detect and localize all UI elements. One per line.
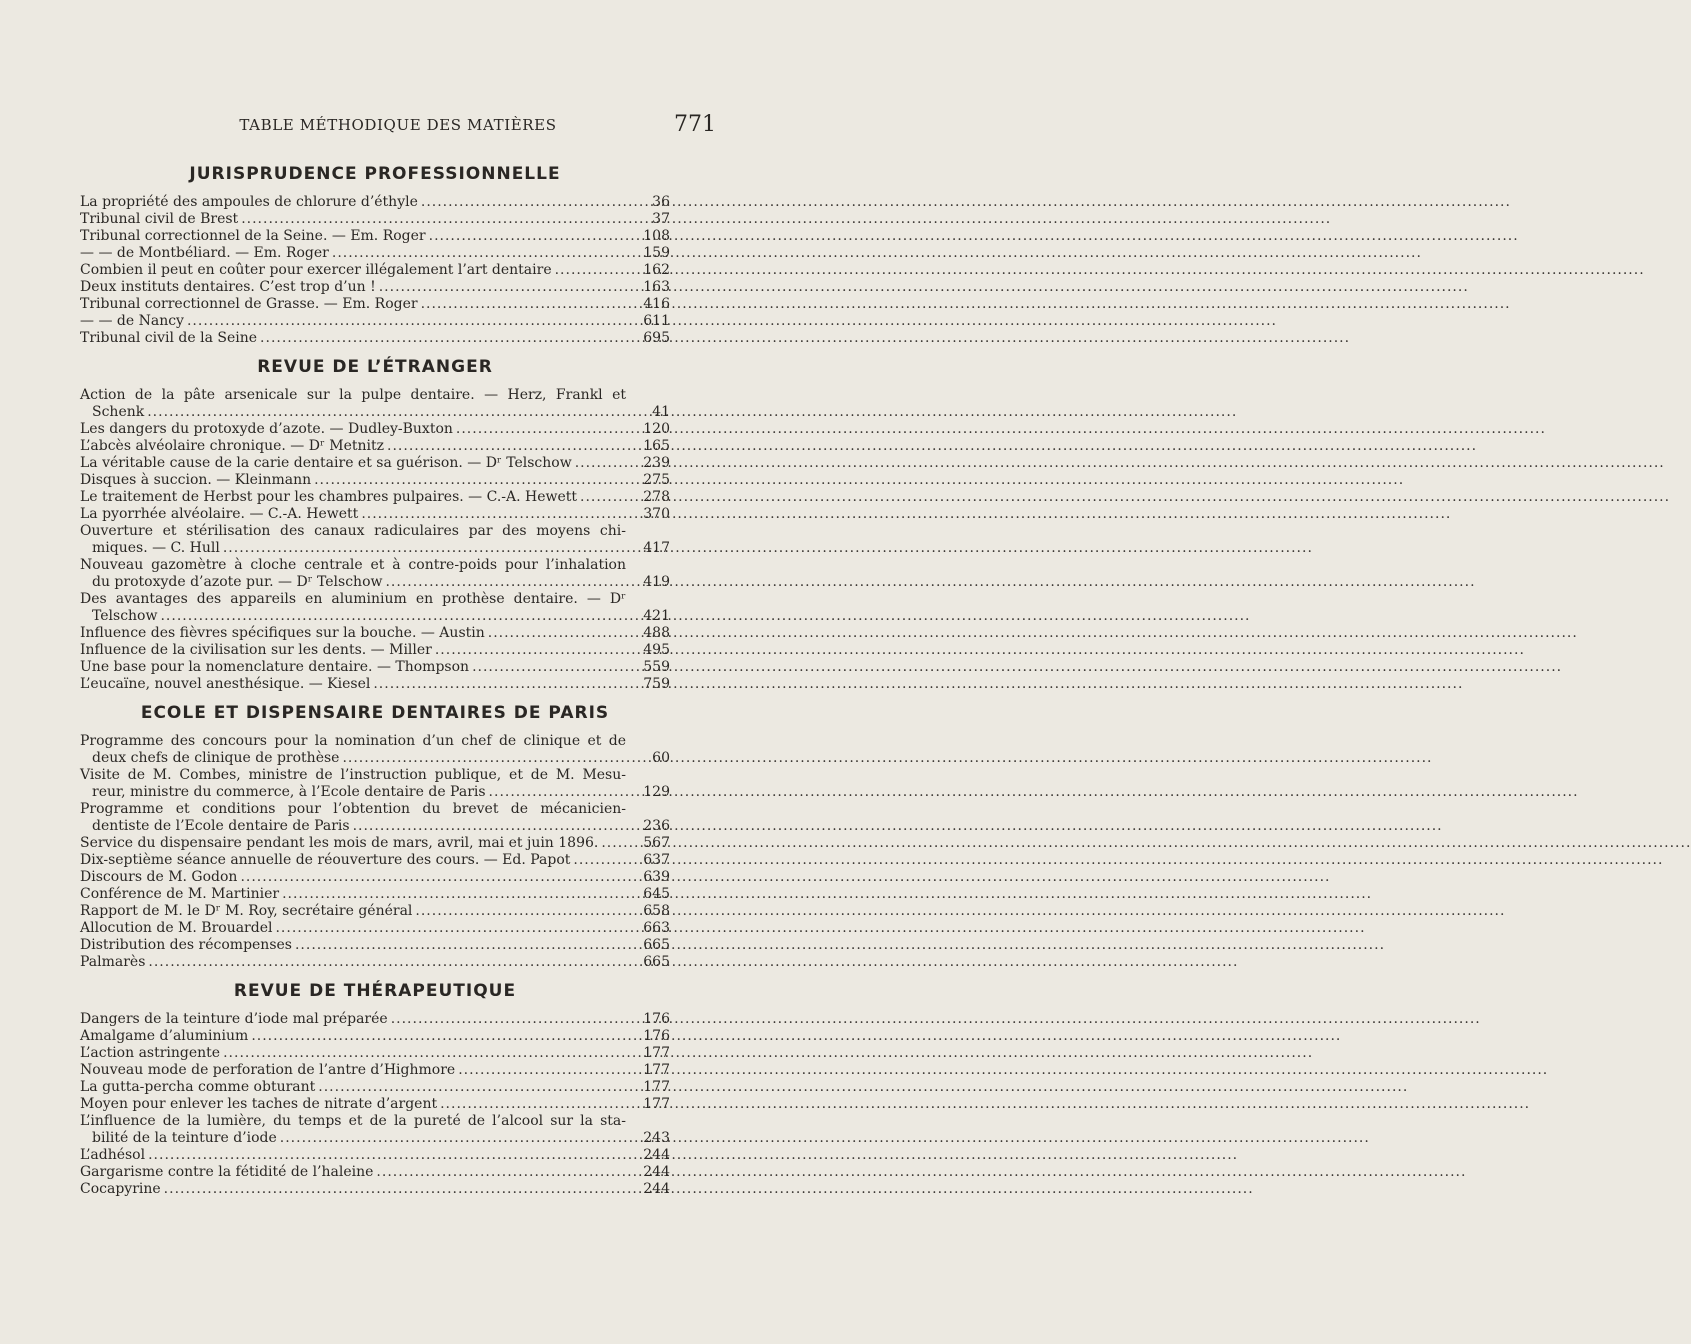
dot-leader <box>437 1096 626 1113</box>
dot-leader <box>455 1062 626 1079</box>
entry-page-number: 162 <box>643 262 670 278</box>
entry-page-number: 278 <box>643 489 670 505</box>
dot-leader <box>220 540 626 557</box>
toc-entry <box>80 228 670 245</box>
entry-page-number: 177 <box>643 1045 670 1061</box>
entry-page-number: 177 <box>643 1079 670 1095</box>
entry-title-line: Action de la pâte arsenicale sur la pulpe dentaire. — Herz, Frankl et <box>80 387 626 403</box>
entry-page-number: 239 <box>643 455 670 471</box>
entry-title-line: Disques à succion. — Kleinmann <box>80 472 312 488</box>
entry-title-line: Des avantages des appareils en aluminium en prothèse dentaire. — Dʳ <box>80 591 626 607</box>
entry-title-line: La véritable cause de la carie dentaire et sa guérison. — Dʳ Telschow <box>80 455 572 471</box>
entry-page-number: 163 <box>643 279 670 295</box>
toc-entry <box>80 557 670 591</box>
toc-entry <box>80 455 670 472</box>
entry-title-line: Nouveau gazomètre à cloche centrale et à contre-poids pour l’inhalation <box>80 557 626 573</box>
entry-title-line: L’action astringente <box>80 1045 221 1061</box>
entry-page-number: 416 <box>643 296 670 312</box>
entry-title-line: L’adhésol <box>80 1147 146 1163</box>
toc-entry <box>80 869 670 886</box>
entry-page-number: 419 <box>643 574 670 590</box>
toc-entry <box>80 1164 670 1181</box>
toc-entry <box>80 1045 670 1062</box>
dot-leader <box>145 1147 626 1164</box>
entry-title-line: Tribunal correctionnel de Grasse. — Em. Roger <box>80 296 418 312</box>
entry-page-number: 243 <box>643 1130 670 1146</box>
toc-entry <box>80 245 670 262</box>
toc-entry <box>80 438 670 455</box>
toc-entry <box>80 801 670 835</box>
table-of-contents <box>80 154 670 1198</box>
entry-title-line: Tribunal civil de Brest <box>80 211 239 227</box>
entry-page-number: 236 <box>643 818 670 834</box>
entry-title-line: Service du dispensaire pendant les mois de mars, avril, mai et juin 1896. <box>80 835 599 851</box>
entry-title-line: Amalgame d’aluminium <box>80 1028 249 1044</box>
toc-entry <box>80 1011 670 1028</box>
toc-entry <box>80 767 670 801</box>
toc-entry <box>80 279 670 296</box>
dot-leader <box>237 869 626 886</box>
toc-entry <box>80 262 670 279</box>
entry-title-line: Tribunal correctionnel de la Seine. — Em. Roger <box>80 228 426 244</box>
toc-entry <box>80 1113 670 1147</box>
dot-leader <box>418 194 626 211</box>
entry-title-line: Combien il peut en coûter pour exercer illégalement l’art dentaire <box>80 262 552 278</box>
entry-title-line: dentiste de l’Ecole dentaire de Paris <box>92 818 350 834</box>
toc-entry <box>80 642 670 659</box>
toc-entry <box>80 852 670 869</box>
entry-page-number: 417 <box>643 540 670 556</box>
dot-leader <box>248 1028 626 1045</box>
entry-title-line: Cocapyrine <box>80 1181 161 1197</box>
entry-title-line: Ouverture et stérilisation des canaux radiculaires par des moyens chi- <box>80 523 626 539</box>
dot-leader <box>572 455 626 472</box>
entry-page-number: 658 <box>643 903 670 919</box>
dot-leader <box>598 835 626 852</box>
page <box>0 0 800 1344</box>
toc-entry <box>80 472 670 489</box>
toc-entry <box>80 523 670 557</box>
section-title: ECOLE ET DISPENSAIRE DENTAIRES DE PARIS <box>140 703 610 723</box>
dot-leader <box>370 676 626 693</box>
entry-page-number: 165 <box>643 438 670 454</box>
entry-page-number: 559 <box>643 659 670 675</box>
entry-title-line: Allocution de M. Brouardel <box>80 920 273 936</box>
entry-title-line: Dix-septième séance annuelle de réouverture des cours. — Ed. Papot <box>80 852 571 868</box>
dot-leader <box>184 313 626 330</box>
dot-leader <box>339 750 626 767</box>
toc-entry <box>80 1079 670 1096</box>
dot-leader <box>388 1011 626 1028</box>
toc-entry <box>80 733 670 767</box>
entry-title-line: Discours de M. Godon <box>80 869 238 885</box>
dot-leader <box>292 937 626 954</box>
toc-entry <box>80 937 670 954</box>
entry-title-line: Schenk <box>92 404 145 420</box>
entry-title-line: reur, ministre du commerce, à l’Ecole dentaire de Paris <box>92 784 486 800</box>
entry-page-number: 244 <box>643 1147 670 1163</box>
section-title: JURISPRUDENCE PROFESSIONNELLE <box>189 164 561 184</box>
toc-entry <box>80 421 670 438</box>
entry-title-line: L’influence de la lumière, du temps et de la pureté de l’alcool sur la sta- <box>80 1113 626 1129</box>
dot-leader <box>220 1045 626 1062</box>
entry-page-number: 275 <box>643 472 670 488</box>
dot-leader <box>272 920 626 937</box>
toc-entry <box>80 1147 670 1164</box>
dot-leader <box>144 404 626 421</box>
entry-title-line: Visite de M. Combes, ministre de l’instruction publique, et de M. Mesu- <box>80 767 626 783</box>
toc-entry <box>80 676 670 693</box>
toc-entry <box>80 211 670 228</box>
toc-entry <box>80 1028 670 1045</box>
dot-leader <box>350 818 626 835</box>
entry-title-line: La gutta-percha comme obturant <box>80 1079 316 1095</box>
dot-leader <box>570 852 626 869</box>
entry-page-number: 495 <box>643 642 670 658</box>
entry-title-line: Les dangers du protoxyde d’azote. — Dudley-Buxton <box>80 421 453 437</box>
entry-title-line: La propriété des ampoules de chlorure d’éthyle <box>80 194 418 210</box>
dot-leader <box>412 903 626 920</box>
entry-title-line: Dangers de la teinture d’iode mal préparée <box>80 1011 388 1027</box>
page-number: 771 <box>674 112 716 137</box>
entry-title-line: Influence de la civilisation sur les dents. — Miller <box>80 642 432 658</box>
toc-entry <box>80 330 670 347</box>
toc-entry <box>80 625 670 642</box>
entry-page-number: 665 <box>643 954 670 970</box>
entry-page-number: 370 <box>643 506 670 522</box>
running-title: TABLE MÉTHODIQUE DES MATIÈRES <box>239 116 557 134</box>
toc-entry <box>80 659 670 676</box>
entry-title-line: Gargarisme contre la fétidité de l’haleine <box>80 1164 374 1180</box>
toc-entry <box>80 296 670 313</box>
entry-page-number: 637 <box>643 852 670 868</box>
dot-leader <box>432 642 626 659</box>
entry-page-number: 120 <box>643 421 670 437</box>
entry-title-line: Programme et conditions pour l’obtention du brevet de mécanicien- <box>80 801 626 817</box>
dot-leader <box>418 296 626 313</box>
entry-title-line: Deux instituts dentaires. C’est trop d’un ! <box>80 279 376 295</box>
entry-title-line: deux chefs de clinique de prothèse <box>92 750 340 766</box>
entry-page-number: 665 <box>643 937 670 953</box>
entry-title-line: L’abcès alvéolaire chronique. — Dʳ Metnitz <box>80 438 385 454</box>
entry-title-line: — — de Nancy <box>80 313 184 329</box>
toc-entry <box>80 1181 670 1198</box>
toc-entry <box>80 194 670 211</box>
entry-title-line: du protoxyde d’azote pur. — Dʳ Telschow <box>92 574 383 590</box>
dot-leader <box>382 574 626 591</box>
toc-entry <box>80 954 670 971</box>
dot-leader <box>329 245 626 262</box>
toc-entry <box>80 506 670 523</box>
entry-page-number: 567 <box>643 835 670 851</box>
section-title: REVUE DE L’ÉTRANGER <box>257 357 493 377</box>
entry-page-number: 41 <box>652 404 670 420</box>
entry-page-number: 421 <box>643 608 670 624</box>
dot-leader <box>485 625 626 642</box>
entry-page-number: 176 <box>643 1011 670 1027</box>
entry-page-number: 129 <box>643 784 670 800</box>
dot-leader <box>486 784 626 801</box>
entry-title-line: — — de Montbéliard. — Em. Roger <box>80 245 329 261</box>
toc-entry <box>80 313 670 330</box>
entry-page-number: 244 <box>643 1164 670 1180</box>
entry-page-number: 159 <box>643 245 670 261</box>
dot-leader <box>376 279 626 296</box>
running-head <box>80 112 716 142</box>
entry-page-number: 645 <box>643 886 670 902</box>
entry-page-number: 639 <box>643 869 670 885</box>
dot-leader <box>384 438 626 455</box>
entry-title-line: bilité de la teinture d’iode <box>92 1130 277 1146</box>
dot-leader <box>145 954 626 971</box>
dot-leader <box>311 472 626 489</box>
entry-page-number: 108 <box>643 228 670 244</box>
entry-page-number: 759 <box>643 676 670 692</box>
entry-title-line: Le traitement de Herbst pour les chambres pulpaires. — C.-A. Hewett <box>80 489 578 505</box>
entry-title-line: Tribunal civil de la Seine <box>80 330 258 346</box>
entry-page-number: 488 <box>643 625 670 641</box>
toc-entry <box>80 489 670 506</box>
toc-entry <box>80 903 670 920</box>
dot-leader <box>552 262 626 279</box>
entry-page-number: 695 <box>643 330 670 346</box>
toc-entry <box>80 1062 670 1079</box>
dot-leader <box>373 1164 626 1181</box>
entry-page-number: 663 <box>643 920 670 936</box>
entry-title-line: Conférence de M. Martinier <box>80 886 280 902</box>
entry-title-line: miques. — C. Hull <box>92 540 220 556</box>
toc-entry <box>80 835 670 852</box>
dot-leader <box>161 1181 626 1198</box>
entry-title-line: Distribution des récompenses <box>80 937 292 953</box>
dot-leader <box>453 421 626 438</box>
dot-leader <box>238 211 626 228</box>
toc-entry <box>80 591 670 625</box>
dot-leader <box>426 228 626 245</box>
entry-page-number: 177 <box>643 1096 670 1112</box>
entry-page-number: 36 <box>652 194 670 210</box>
entry-page-number: 60 <box>652 750 670 766</box>
entry-title-line: Moyen pour enlever les taches de nitrate d’argent <box>80 1096 438 1112</box>
dot-leader <box>315 1079 626 1096</box>
toc-entry <box>80 387 670 421</box>
dot-leader <box>277 1130 626 1147</box>
dot-leader <box>358 506 626 523</box>
entry-page-number: 37 <box>652 211 670 227</box>
entry-title-line: La pyorrhée alvéolaire. — C.-A. Hewett <box>80 506 359 522</box>
entry-page-number: 177 <box>643 1062 670 1078</box>
entry-title-line: Rapport de M. le Dʳ M. Roy, secrétaire général <box>80 903 413 919</box>
toc-entry <box>80 920 670 937</box>
entry-title-line: Programme des concours pour la nomination d’un chef de clinique et de <box>80 733 626 749</box>
entry-page-number: 176 <box>643 1028 670 1044</box>
section-title: REVUE DE THÉRAPEUTIQUE <box>233 981 517 1001</box>
entry-page-number: 611 <box>643 313 670 329</box>
entry-title-line: L’eucaïne, nouvel anesthésique. — Kiesel <box>80 676 371 692</box>
dot-leader <box>279 886 626 903</box>
entry-title-line: Influence des fièvres spécifiques sur la bouche. — Austin <box>80 625 485 641</box>
entry-page-number: 244 <box>643 1181 670 1197</box>
toc-entry <box>80 886 670 903</box>
entry-title-line: Telschow <box>92 608 158 624</box>
entry-title-line: Palmarès <box>80 954 146 970</box>
entry-title-line: Une base pour la nomenclature dentaire. — Thompson <box>80 659 470 675</box>
dot-leader <box>157 608 626 625</box>
dot-leader <box>257 330 626 347</box>
dot-leader <box>469 659 626 676</box>
toc-entry <box>80 1096 670 1113</box>
entry-title-line: Nouveau mode de perforation de l’antre d’Highmore <box>80 1062 456 1078</box>
dot-leader <box>577 489 626 506</box>
